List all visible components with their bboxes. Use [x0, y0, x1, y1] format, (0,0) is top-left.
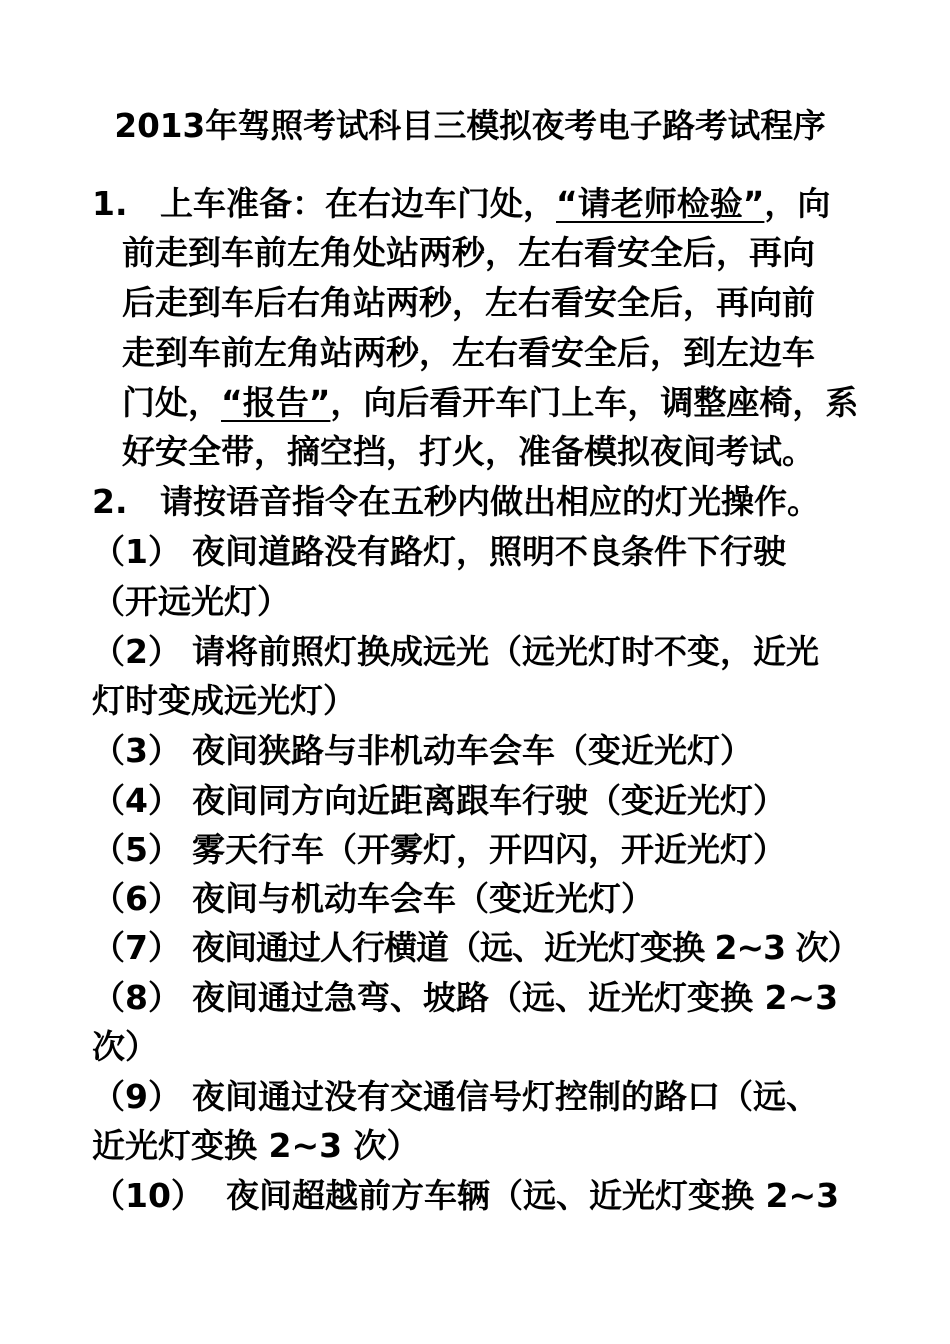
section1-line-1-pre: 上车准备：在右边车门处， [160, 184, 556, 223]
list-item-text-cont: 次） [92, 1027, 158, 1066]
list-item-text: 请将前照灯换成远光（远光灯时不变，近光 [192, 632, 819, 671]
list-item-text: 夜间狭路与非机动车会车（变近光灯） [192, 731, 753, 770]
list-item-label: （2） [92, 632, 181, 671]
section1-line-1-post: ，向 [764, 184, 831, 223]
list-item-text-cont: 近光灯变换 2~3 次） [92, 1126, 420, 1165]
list-item-text-cont: （开远光灯） [92, 582, 290, 621]
list-item-label: （9） [92, 1077, 181, 1116]
list-item-label: （6） [92, 879, 181, 918]
section1-line-6: 好安全带，摘空挡，打火，准备模拟夜间考试。 [122, 432, 815, 471]
list-item-text: 夜间超越前方车辆（远、近光灯变换 2~3 [226, 1176, 840, 1215]
section1-line-1 [160, 178, 830, 230]
list-item-label: （10） [92, 1176, 204, 1215]
quote-report: “报告” [221, 383, 331, 422]
list-item-text: 雾天行车（开雾灯，开四闪，开近光灯） [192, 830, 786, 869]
list-item-text: 夜间与机动车会车（变近光灯） [192, 879, 654, 918]
section1-line-4: 走到车前左角站两秒，左右看安全后，到左边车 [122, 333, 815, 372]
section2-heading: 请按语音指令在五秒内做出相应的灯光操作。 [160, 482, 820, 521]
section2-number: 2. [92, 482, 128, 521]
section1-line-5-post: ，向后看开车门上车，调整座椅，系 [330, 383, 859, 422]
list-item-label: （4） [92, 781, 181, 820]
list-item-label: （5） [92, 830, 181, 869]
list-item-text: 夜间通过人行横道（远、近光灯变换 2~3 次） [192, 928, 860, 967]
section1-line-5-pre: 门处， [122, 383, 221, 422]
list-item-label: （8） [92, 978, 181, 1017]
section1-line-3: 后走到车后右角站两秒，左右看安全后，再向前 [122, 283, 815, 322]
list-item-text: 夜间道路没有路灯，照明不良条件下行驶 [192, 532, 786, 571]
list-item-text: 夜间同方向近距离跟车行驶（变近光灯） [192, 781, 786, 820]
list-item-text: 夜间通过急弯、坡路（远、近光灯变换 2~3 [192, 978, 839, 1017]
list-item-label: （7） [92, 928, 181, 967]
section1-number: 1. [92, 184, 128, 223]
list-item-text-cont: 灯时变成远光灯） [92, 681, 356, 720]
list-item-label: （1） [92, 532, 181, 571]
document-title: 2013年驾照考试科目三模拟夜考电子路考试程序 [114, 106, 826, 145]
list-item-text: 夜间通过没有交通信号灯控制的路口（远、 [192, 1077, 819, 1116]
list-item-label: （3） [92, 731, 181, 770]
quote-please-check: “请老师检验” [556, 184, 765, 223]
section1-line-5 [122, 377, 858, 429]
section1-line-2: 前走到车前左角处站两秒，左右看安全后，再向 [122, 233, 815, 272]
